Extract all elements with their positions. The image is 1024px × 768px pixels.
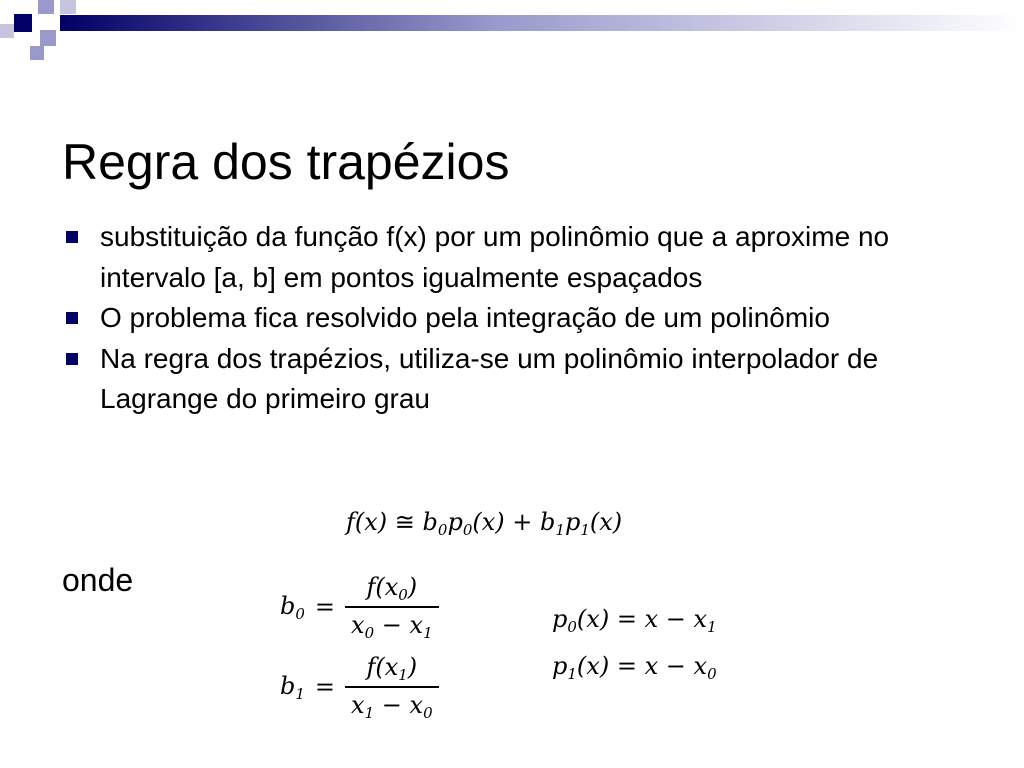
deco-square-mid (40, 30, 56, 46)
bullet-list (62, 217, 962, 420)
bullet-item (62, 339, 962, 420)
formula-operator: − (381, 690, 402, 719)
formula-text: b (422, 508, 438, 536)
p1-formula (552, 652, 717, 683)
formula-text: (x) (589, 508, 623, 536)
formula-subscript: 1 (364, 703, 375, 722)
fraction-denominator (345, 688, 439, 722)
formula-text: f(x) (346, 508, 388, 536)
square-bullet-icon (66, 353, 78, 365)
bullet-text: O problema fica resolvido pela integração de um polinômio (100, 302, 830, 333)
deco-square-light (60, 0, 76, 14)
formula-subscript: 0 (295, 604, 305, 623)
formula-text: x (409, 690, 424, 719)
formula-subscript: 1 (707, 618, 717, 636)
formula-text: ) (407, 573, 418, 601)
header-decoration (0, 0, 1024, 40)
formula-subscript: 1 (398, 666, 408, 684)
formula-text: b (540, 508, 556, 536)
formula-subscript: 1 (555, 521, 565, 539)
formula-text: f(x (366, 573, 399, 601)
fraction-numerator (360, 653, 423, 686)
formula-operator: − (381, 610, 402, 639)
formula-text: x (644, 605, 659, 633)
formula-text: x (644, 652, 659, 680)
formula-subscript: 1 (567, 665, 577, 683)
formula-operator: = (314, 593, 336, 622)
formula-subscript: 0 (423, 703, 433, 722)
b0-formula (280, 573, 439, 642)
formula-subscript: 1 (580, 521, 590, 539)
formula-subscript: 0 (398, 586, 408, 604)
formula-text: p (564, 508, 581, 536)
formula-subscript: 0 (567, 618, 577, 636)
formula-text: p (552, 652, 568, 680)
formula-operator: + (512, 508, 533, 536)
formula-text: b (280, 591, 296, 620)
formula-text: x (693, 605, 708, 633)
formula-operator: = (314, 673, 336, 702)
gradient-band (0, 0, 1024, 40)
bullet-text: substituição da função f(x) por um polinômio que a aproxime no intervalo [a, b] em pontos igualmente espaçados (100, 221, 890, 293)
formula-operator: = (616, 605, 637, 633)
slide-title: Regra dos trapézios (62, 133, 510, 190)
onde-label: onde (62, 562, 134, 598)
p0-formula (552, 605, 717, 636)
formula-text: (x) (472, 508, 505, 536)
formula-subscript: 0 (364, 623, 375, 642)
formula-text: f(x (366, 653, 399, 681)
fraction-denominator (345, 608, 439, 642)
formula-text: ) (407, 653, 418, 681)
b1-formula (280, 653, 439, 722)
formula-text: b (280, 671, 296, 700)
square-bullet-icon (66, 231, 78, 243)
bullet-item (62, 298, 962, 339)
formula-text: (x) (576, 605, 610, 633)
formula-operator: − (665, 652, 686, 680)
formula-text: (x) (576, 652, 610, 680)
fraction-numerator (360, 573, 423, 606)
deco-square-light (38, 0, 54, 14)
bullet-item (62, 217, 962, 298)
fraction (345, 653, 439, 722)
formula-text: x (409, 610, 424, 639)
deco-square-light (0, 24, 14, 38)
formula-subscript: 0 (437, 521, 448, 539)
formula-text: p (447, 508, 463, 536)
formula-subscript: 1 (423, 623, 433, 642)
fraction (345, 573, 439, 642)
formula-text: x (693, 652, 708, 680)
formula-subscript: 0 (462, 521, 473, 539)
formula-operator: − (665, 605, 686, 633)
formula-text: x (351, 610, 365, 639)
formula-subscript: 1 (295, 684, 305, 703)
formula-operator: = (616, 652, 637, 680)
bullet-text: Na regra dos trapézios, utiliza-se um polinômio interpolador de Lagrange do primeiro grau (100, 342, 879, 414)
formula-subscript: 0 (707, 665, 717, 683)
approximation-formula (346, 508, 622, 539)
deco-square-navy (14, 14, 32, 32)
square-bullet-icon (66, 312, 78, 324)
formula-text: x (351, 690, 365, 719)
formula-operator: ≅ (394, 508, 415, 536)
deco-square-mid (30, 46, 44, 60)
formula-text: p (552, 605, 568, 633)
